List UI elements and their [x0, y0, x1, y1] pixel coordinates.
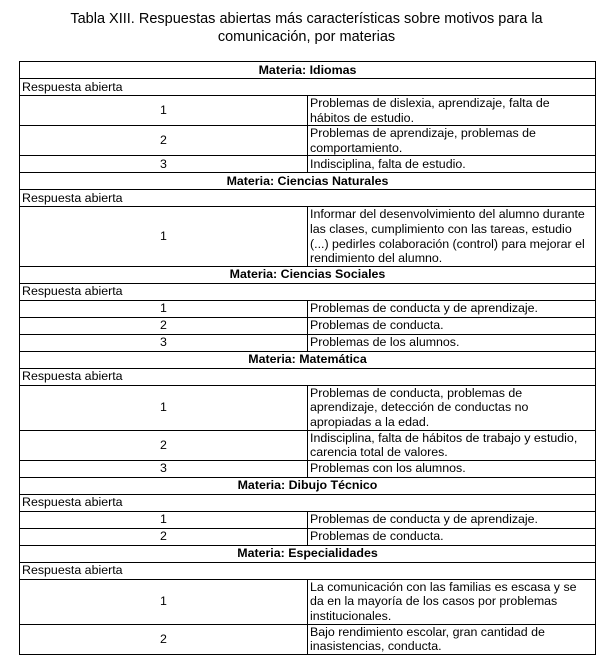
- table-row: [20, 334, 596, 351]
- row-text: Problemas de conducta.: [308, 317, 596, 334]
- section-label-row: [20, 79, 596, 96]
- row-text: Informar del desenvolvimiento del alumno durante las clases, cumplimiento con las tareas, estudio (...) pedirles colaboración (control) para mejorar el rendimiento del alumno.: [308, 207, 596, 266]
- section-label-row: [20, 494, 596, 511]
- row-text: Problemas de aprendizaje, problemas de comportamiento.: [308, 126, 596, 156]
- table-row: [20, 300, 596, 317]
- respuesta-label: Respuesta abierta: [20, 368, 596, 385]
- table-row: [20, 207, 596, 266]
- row-text: Problemas de conducta.: [308, 528, 596, 545]
- row-number: 1: [20, 300, 308, 317]
- row-number: 1: [20, 96, 308, 126]
- section-header-dibujo-tecnico: Materia: Dibujo Técnico: [20, 477, 596, 494]
- table-row: [20, 96, 596, 126]
- row-text: Problemas de conducta y de aprendizaje.: [308, 511, 596, 528]
- section-header-row: [20, 351, 596, 368]
- table-row: [20, 156, 596, 173]
- row-number: 1: [20, 207, 308, 266]
- table-row: [20, 528, 596, 545]
- row-number: 2: [20, 317, 308, 334]
- row-number: 2: [20, 624, 308, 654]
- row-text: Problemas de dislexia, aprendizaje, falta de hábitos de estudio.: [308, 96, 596, 126]
- section-label-row: [20, 562, 596, 579]
- section-header-ciencias-sociales: Materia: Ciencias Sociales: [20, 266, 596, 283]
- section-header-matematica: Materia: Matemática: [20, 351, 596, 368]
- table-row: [20, 460, 596, 477]
- section-header-row: [20, 62, 596, 79]
- table-title-line-2: comunicación, por materias: [217, 29, 396, 45]
- row-number: 1: [20, 579, 308, 624]
- section-header-row: [20, 477, 596, 494]
- table-title: [20, 10, 593, 46]
- row-text: Problemas de conducta y de aprendizaje.: [308, 300, 596, 317]
- row-number: 3: [20, 334, 308, 351]
- respuesta-label: Respuesta abierta: [20, 562, 596, 579]
- table-row: [20, 511, 596, 528]
- section-label-row: [20, 368, 596, 385]
- respuesta-label: Respuesta abierta: [20, 283, 596, 300]
- section-header-row: [20, 545, 596, 562]
- row-text: Problemas de conducta, problemas de aprendizaje, detección de conductas no apropiadas a la edad.: [308, 385, 596, 430]
- responses-table: [19, 61, 596, 655]
- row-text: Problemas con los alumnos.: [308, 460, 596, 477]
- table-row: [20, 385, 596, 430]
- row-text: Indisciplina, falta de hábitos de trabajo y estudio, carencia total de valores.: [308, 430, 596, 460]
- row-number: 1: [20, 511, 308, 528]
- section-header-row: [20, 173, 596, 190]
- section-label-row: [20, 283, 596, 300]
- respuesta-label: Respuesta abierta: [20, 79, 596, 96]
- row-number: 2: [20, 430, 308, 460]
- row-text: Problemas de los alumnos.: [308, 334, 596, 351]
- section-header-ciencias-naturales: Materia: Ciencias Naturales: [20, 173, 596, 190]
- table-row: [20, 430, 596, 460]
- respuesta-label: Respuesta abierta: [20, 494, 596, 511]
- row-number: 3: [20, 460, 308, 477]
- respuesta-label: Respuesta abierta: [20, 190, 596, 207]
- row-text: Bajo rendimiento escolar, gran cantidad de inasistencias, conducta.: [308, 624, 596, 654]
- table-row: [20, 624, 596, 654]
- table-row: [20, 126, 596, 156]
- section-header-especialidades: Materia: Especialidades: [20, 545, 596, 562]
- row-number: 3: [20, 156, 308, 173]
- row-text: Indisciplina, falta de estudio.: [308, 156, 596, 173]
- row-text: La comunicación con las familias es escasa y se da en la mayoría de los casos por problemas institucionales.: [308, 579, 596, 624]
- table-title-line-1: Tabla XIII. Respuestas abiertas más características sobre motivos para la: [70, 11, 543, 27]
- table-row: [20, 579, 596, 624]
- section-header-idiomas: Materia: Idiomas: [20, 62, 596, 79]
- row-number: 1: [20, 385, 308, 430]
- section-header-row: [20, 266, 596, 283]
- section-label-row: [20, 190, 596, 207]
- row-number: 2: [20, 528, 308, 545]
- row-number: 2: [20, 126, 308, 156]
- table-row: [20, 317, 596, 334]
